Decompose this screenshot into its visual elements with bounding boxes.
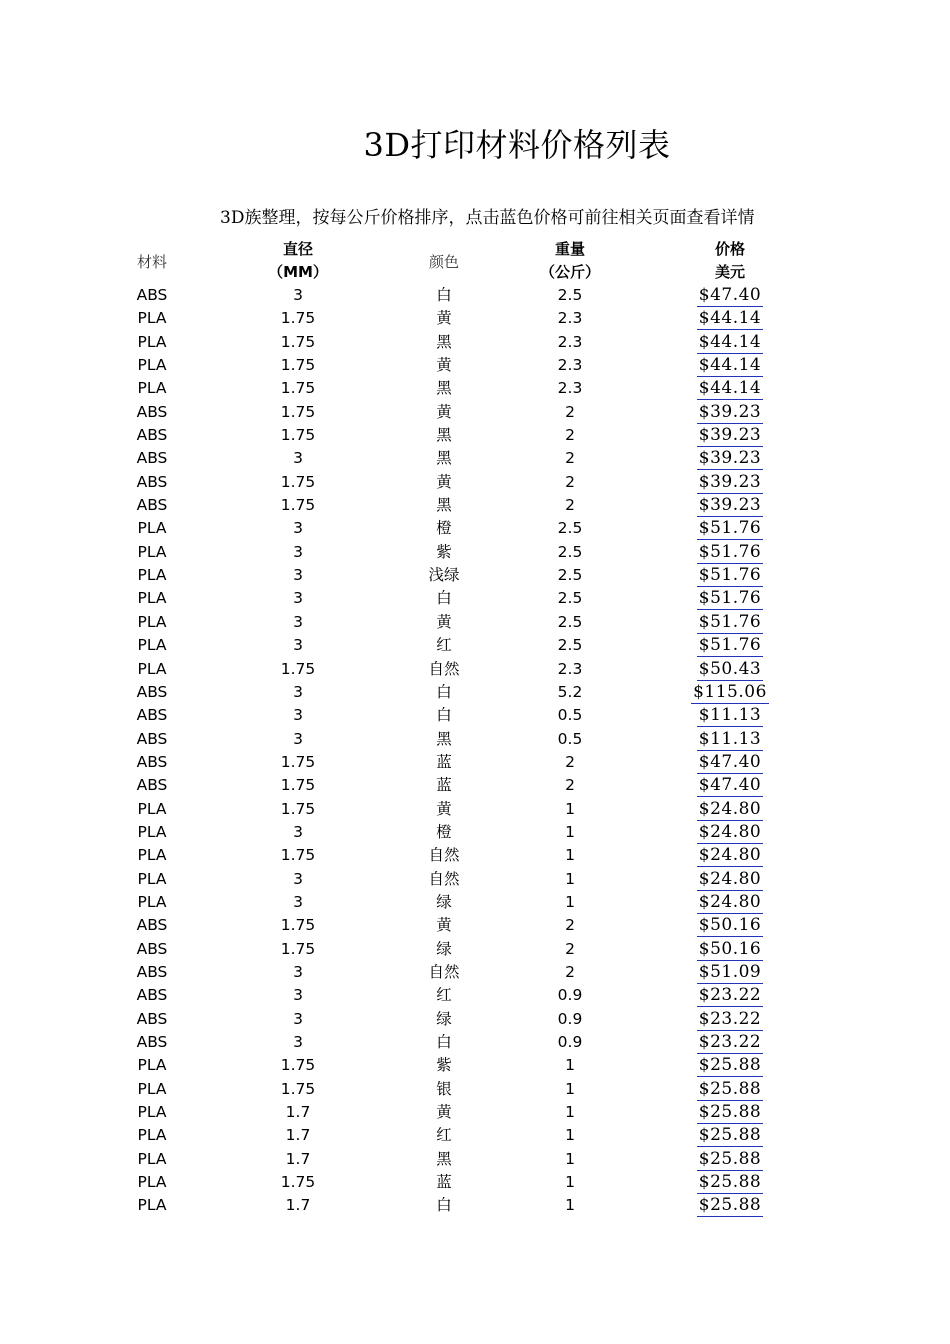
price-cell	[690, 447, 770, 470]
color-cell: 白	[436, 1033, 452, 1051]
material-cell: PLA	[137, 1149, 167, 1168]
weight-cell: 2.5	[557, 589, 583, 608]
price-cell	[690, 354, 770, 377]
diameter-cell: 1.75	[280, 846, 316, 865]
color-cell: 黑	[436, 379, 452, 398]
price-cell	[690, 494, 770, 517]
diameter-cell: 3	[293, 822, 303, 841]
color-cell: 绿	[436, 1009, 452, 1028]
material-cell: PLA	[137, 309, 167, 328]
material-cell: ABS	[136, 449, 168, 468]
table-row	[0, 961, 950, 984]
price-link[interactable]: $23.22	[698, 1008, 762, 1029]
price-link[interactable]: $25.88	[698, 1102, 762, 1123]
price-link[interactable]: $47.40	[698, 285, 762, 305]
weight-cell: 2.5	[557, 636, 583, 655]
diameter-cell: 3	[293, 566, 303, 585]
color-cell: 白	[436, 706, 452, 725]
price-cell	[690, 331, 770, 354]
weight-cell: 1	[565, 846, 575, 865]
price-cell	[690, 541, 770, 564]
color-cell: 绿	[436, 892, 452, 911]
diameter-cell: 3	[293, 986, 303, 1005]
material-cell: PLA	[137, 1196, 167, 1215]
weight-cell: 2.3	[557, 356, 583, 375]
color-cell: 自然	[428, 962, 460, 981]
table-row	[0, 471, 950, 494]
material-cell: PLA	[137, 332, 167, 351]
table-row	[0, 914, 950, 937]
color-cell: 黄	[436, 612, 452, 631]
color-cell: 黄	[436, 309, 452, 328]
price-cell	[690, 728, 770, 751]
color-cell: 紫	[436, 542, 452, 561]
weight-cell: 1	[565, 822, 575, 841]
price-cell	[690, 611, 770, 634]
price-cell	[690, 751, 770, 774]
price-cell	[690, 984, 770, 1007]
material-cell: PLA	[137, 1103, 167, 1122]
weight-cell: 2.3	[557, 659, 583, 678]
diameter-cell: 1.75	[280, 1056, 316, 1075]
diameter-cell: 3	[293, 706, 303, 725]
weight-cell: 1	[565, 1173, 575, 1192]
material-cell: PLA	[137, 589, 167, 608]
header-weight-unit: （公斤）	[539, 263, 600, 281]
weight-cell: 2	[565, 962, 575, 981]
price-cell	[690, 1031, 770, 1054]
color-cell: 红	[436, 636, 452, 655]
weight-cell: 1	[565, 869, 575, 888]
price-link[interactable]: $25.88	[698, 1195, 762, 1216]
price-cell	[690, 1171, 770, 1194]
color-cell: 银	[436, 1079, 452, 1098]
material-cell: ABS	[136, 986, 168, 1005]
price-cell	[690, 307, 770, 330]
weight-cell: 2.5	[557, 542, 583, 561]
diameter-cell: 1.75	[280, 402, 316, 421]
price-link[interactable]: $39.23	[698, 495, 762, 516]
price-cell	[690, 914, 770, 937]
material-cell: PLA	[137, 566, 167, 585]
diameter-cell: 3	[293, 589, 303, 608]
weight-cell: 2	[565, 752, 575, 771]
color-cell: 黄	[436, 916, 452, 935]
table-row	[0, 751, 950, 774]
table-row	[0, 401, 950, 424]
material-cell: PLA	[137, 892, 167, 911]
table-row	[0, 494, 950, 517]
diameter-cell: 1.75	[280, 1173, 316, 1192]
color-cell: 黄	[436, 1103, 452, 1122]
header-color: 颜色	[428, 253, 459, 271]
diameter-cell: 3	[293, 869, 303, 888]
color-cell: 蓝	[436, 752, 452, 771]
table-row	[0, 844, 950, 867]
color-cell: 绿	[436, 939, 452, 958]
weight-cell: 1	[565, 1056, 575, 1075]
diameter-cell: 3	[293, 682, 303, 701]
header-price	[680, 238, 780, 284]
diameter-cell: 1.75	[280, 659, 316, 678]
weight-cell: 1	[565, 1126, 575, 1145]
price-link[interactable]: $11.13	[698, 705, 762, 726]
diameter-cell: 1.75	[280, 939, 316, 958]
weight-cell: 2.5	[557, 612, 583, 631]
weight-cell: 2.5	[557, 286, 583, 304]
color-cell: 白	[436, 682, 452, 701]
color-cell: 浅绿	[428, 566, 460, 585]
header-diameter	[248, 238, 348, 284]
diameter-cell: 3	[293, 1033, 303, 1051]
price-cell	[690, 424, 770, 447]
price-cell	[690, 868, 770, 891]
price-cell	[690, 798, 770, 821]
table-row	[0, 331, 950, 354]
table-row	[0, 868, 950, 891]
price-link[interactable]: $51.76	[698, 541, 762, 562]
price-cell	[690, 961, 770, 984]
diameter-cell: 1.7	[285, 1149, 311, 1168]
material-cell: ABS	[136, 426, 168, 445]
table-row	[0, 424, 950, 447]
price-link[interactable]: $51.09	[698, 961, 762, 982]
header-price-unit: 美元	[714, 263, 745, 281]
weight-cell: 2	[565, 916, 575, 935]
price-link[interactable]: $44.14	[698, 355, 762, 376]
material-cell: PLA	[137, 1079, 167, 1098]
price-link[interactable]: $51.76	[698, 588, 762, 609]
material-cell: PLA	[137, 519, 167, 538]
weight-cell: 2.3	[557, 379, 583, 398]
price-cell	[690, 1054, 770, 1077]
price-cell	[690, 564, 770, 587]
price-cell	[690, 704, 770, 727]
price-link[interactable]: $50.43	[698, 658, 762, 679]
table-row	[0, 798, 950, 821]
table-row	[0, 1171, 950, 1194]
table-row	[0, 377, 950, 400]
color-cell: 红	[436, 1126, 452, 1145]
diameter-cell: 1.75	[280, 472, 316, 491]
table-row	[0, 564, 950, 587]
color-cell: 橙	[436, 519, 452, 538]
diameter-cell: 3	[293, 612, 303, 631]
diameter-cell: 3	[293, 449, 303, 468]
color-cell: 蓝	[436, 1173, 452, 1192]
diameter-cell: 3	[293, 1009, 303, 1028]
table-row	[0, 1054, 950, 1077]
table-row	[0, 1101, 950, 1124]
weight-cell: 2.5	[557, 519, 583, 538]
price-cell	[690, 938, 770, 961]
price-link[interactable]: $25.88	[698, 1148, 762, 1169]
table-row	[0, 821, 950, 844]
table-row	[0, 891, 950, 914]
price-link[interactable]: $24.80	[698, 868, 762, 889]
material-cell: ABS	[136, 1009, 168, 1028]
table-row	[0, 587, 950, 610]
weight-cell: 5.2	[557, 682, 583, 701]
color-cell: 黑	[436, 426, 452, 445]
diameter-cell: 1.7	[285, 1126, 311, 1145]
material-cell: ABS	[136, 706, 168, 725]
diameter-cell: 3	[293, 729, 303, 748]
diameter-cell: 1.75	[280, 916, 316, 935]
diameter-cell: 1.7	[285, 1103, 311, 1122]
weight-cell: 1	[565, 892, 575, 911]
color-cell: 自然	[428, 659, 460, 678]
color-cell: 黑	[436, 449, 452, 468]
material-cell: ABS	[136, 402, 168, 421]
price-link[interactable]: $44.14	[698, 378, 762, 399]
material-cell: ABS	[136, 752, 168, 771]
weight-cell: 2	[565, 472, 575, 491]
material-cell: ABS	[136, 496, 168, 515]
material-cell: PLA	[137, 659, 167, 678]
color-cell: 黑	[436, 332, 452, 351]
material-cell: PLA	[137, 822, 167, 841]
table-row	[0, 541, 950, 564]
price-link[interactable]: $47.40	[698, 751, 762, 772]
color-cell: 橙	[436, 822, 452, 841]
diameter-cell: 1.75	[280, 776, 316, 795]
price-cell	[690, 401, 770, 424]
price-link[interactable]: $24.80	[698, 798, 762, 819]
price-cell	[690, 471, 770, 494]
table-row	[0, 774, 950, 797]
header-weight	[520, 238, 620, 284]
weight-cell: 2.5	[557, 566, 583, 585]
page-title: 3D打印材料价格列表	[363, 126, 671, 164]
color-cell: 黑	[436, 496, 452, 515]
header-diameter-unit: （MM）	[268, 263, 328, 281]
price-cell	[690, 634, 770, 657]
weight-cell: 0.9	[557, 986, 583, 1005]
table-row	[0, 728, 950, 751]
table-row	[0, 984, 950, 1007]
table-row	[0, 658, 950, 681]
weight-cell: 2	[565, 426, 575, 445]
color-cell: 黄	[436, 402, 452, 421]
table-row	[0, 1078, 950, 1101]
price-link[interactable]: $50.16	[698, 915, 762, 936]
diameter-cell: 1.75	[280, 426, 316, 445]
material-cell: PLA	[137, 612, 167, 631]
price-link[interactable]: $39.23	[698, 471, 762, 492]
weight-cell: 1	[565, 1103, 575, 1122]
price-cell	[690, 377, 770, 400]
material-cell: PLA	[137, 356, 167, 375]
material-cell: PLA	[137, 379, 167, 398]
price-link[interactable]: $51.76	[698, 635, 762, 656]
diameter-cell: 3	[293, 962, 303, 981]
color-cell: 黄	[436, 799, 452, 818]
price-cell	[690, 587, 770, 610]
weight-cell: 2.3	[557, 309, 583, 328]
price-link[interactable]: $24.80	[698, 891, 762, 912]
price-link[interactable]: $39.23	[698, 425, 762, 446]
table-row	[0, 1031, 950, 1054]
diameter-cell: 1.75	[280, 1079, 316, 1098]
weight-cell: 2	[565, 449, 575, 468]
table-row	[0, 634, 950, 657]
price-link[interactable]: $23.22	[698, 1032, 762, 1052]
material-cell: PLA	[137, 636, 167, 655]
price-cell	[690, 1194, 770, 1217]
price-link[interactable]: $115.06	[693, 681, 767, 702]
diameter-cell: 3	[293, 636, 303, 655]
price-cell	[690, 681, 770, 704]
price-link[interactable]: $51.76	[698, 611, 762, 632]
diameter-cell: 1.75	[280, 356, 316, 375]
header-weight-label: 重量	[554, 240, 585, 258]
material-cell: PLA	[137, 869, 167, 888]
price-cell	[690, 1078, 770, 1101]
color-cell: 白	[436, 286, 452, 304]
price-link[interactable]: $51.76	[698, 565, 762, 586]
price-link[interactable]: $23.22	[698, 985, 762, 1006]
weight-cell: 0.9	[557, 1009, 583, 1028]
material-cell: PLA	[137, 542, 167, 561]
diameter-cell: 3	[293, 892, 303, 911]
table-row	[0, 1008, 950, 1031]
price-link[interactable]: $44.14	[698, 331, 762, 352]
weight-cell: 1	[565, 799, 575, 818]
price-cell	[690, 891, 770, 914]
table-row	[0, 517, 950, 540]
material-cell: ABS	[136, 776, 168, 795]
material-cell: PLA	[137, 1173, 167, 1192]
price-cell	[690, 658, 770, 681]
price-cell	[690, 844, 770, 867]
price-link[interactable]: $11.13	[698, 728, 762, 749]
price-link[interactable]: $50.16	[698, 938, 762, 959]
color-cell: 白	[436, 1196, 452, 1215]
material-cell: ABS	[136, 916, 168, 935]
material-cell: ABS	[136, 1033, 168, 1051]
price-link[interactable]: $44.14	[698, 308, 762, 329]
price-link[interactable]: $25.88	[698, 1078, 762, 1099]
table-row	[0, 307, 950, 330]
material-cell: PLA	[137, 1126, 167, 1145]
table-row	[0, 1124, 950, 1147]
price-link[interactable]: $25.88	[698, 1125, 762, 1146]
color-cell: 黄	[436, 472, 452, 491]
diameter-cell: 1.75	[280, 379, 316, 398]
diameter-cell: 1.75	[280, 309, 316, 328]
weight-cell: 0.9	[557, 1033, 583, 1051]
price-cell	[690, 1101, 770, 1124]
table-row	[0, 447, 950, 470]
diameter-cell: 1.75	[280, 496, 316, 515]
weight-cell: 1	[565, 1079, 575, 1098]
price-cell	[690, 284, 770, 307]
weight-cell: 1	[565, 1149, 575, 1168]
price-cell	[690, 1148, 770, 1171]
color-cell: 红	[436, 986, 452, 1005]
weight-cell: 2	[565, 496, 575, 515]
price-cell	[690, 821, 770, 844]
price-cell	[690, 1008, 770, 1031]
material-cell: ABS	[136, 729, 168, 748]
table-row	[0, 681, 950, 704]
diameter-cell: 1.75	[280, 799, 316, 818]
material-cell: ABS	[136, 472, 168, 491]
color-cell: 黄	[436, 356, 452, 375]
price-link[interactable]: $24.80	[698, 845, 762, 866]
material-cell: PLA	[137, 1056, 167, 1075]
color-cell: 黑	[436, 729, 452, 748]
diameter-cell: 1.7	[285, 1196, 311, 1215]
material-cell: ABS	[136, 682, 168, 701]
color-cell: 自然	[428, 846, 460, 865]
color-cell: 紫	[436, 1056, 452, 1075]
color-cell: 白	[436, 589, 452, 608]
price-cell	[690, 1124, 770, 1147]
price-link[interactable]: $24.80	[698, 821, 762, 842]
table-row	[0, 704, 950, 727]
price-cell	[690, 517, 770, 540]
weight-cell: 1	[565, 1196, 575, 1215]
price-cell	[690, 774, 770, 797]
header-material: 材料	[136, 253, 167, 271]
price-link[interactable]: $39.23	[698, 401, 762, 422]
price-link[interactable]: $51.76	[698, 518, 762, 539]
price-link[interactable]: $39.23	[698, 448, 762, 469]
color-cell: 自然	[428, 869, 460, 888]
color-cell: 蓝	[436, 776, 452, 795]
price-table-body	[0, 284, 950, 1218]
header-diameter-label: 直径	[282, 240, 313, 258]
material-cell: ABS	[136, 939, 168, 958]
table-row	[0, 284, 950, 307]
diameter-cell: 3	[293, 542, 303, 561]
table-row	[0, 1148, 950, 1171]
weight-cell: 2	[565, 402, 575, 421]
table-row	[0, 611, 950, 634]
diameter-cell: 3	[293, 519, 303, 538]
price-link[interactable]: $25.88	[698, 1172, 762, 1193]
weight-cell: 2	[565, 776, 575, 795]
header-price-label: 价格	[714, 240, 745, 258]
weight-cell: 0.5	[557, 729, 583, 748]
diameter-cell: 1.75	[280, 752, 316, 771]
price-link[interactable]: $47.40	[698, 775, 762, 796]
table-row	[0, 938, 950, 961]
material-cell: ABS	[136, 962, 168, 981]
table-row	[0, 1194, 950, 1217]
color-cell: 黑	[436, 1149, 452, 1168]
page-subtitle: 3D族整理，按每公斤价格排序，点击蓝色价格可前往相关页面查看详情	[220, 208, 755, 228]
diameter-cell: 3	[293, 286, 303, 304]
weight-cell: 2.3	[557, 332, 583, 351]
material-cell: ABS	[136, 286, 168, 304]
material-cell: PLA	[137, 846, 167, 865]
weight-cell: 0.5	[557, 706, 583, 725]
weight-cell: 2	[565, 939, 575, 958]
price-link[interactable]: $25.88	[698, 1055, 762, 1076]
material-cell: PLA	[137, 799, 167, 818]
diameter-cell: 1.75	[280, 332, 316, 351]
table-row	[0, 354, 950, 377]
